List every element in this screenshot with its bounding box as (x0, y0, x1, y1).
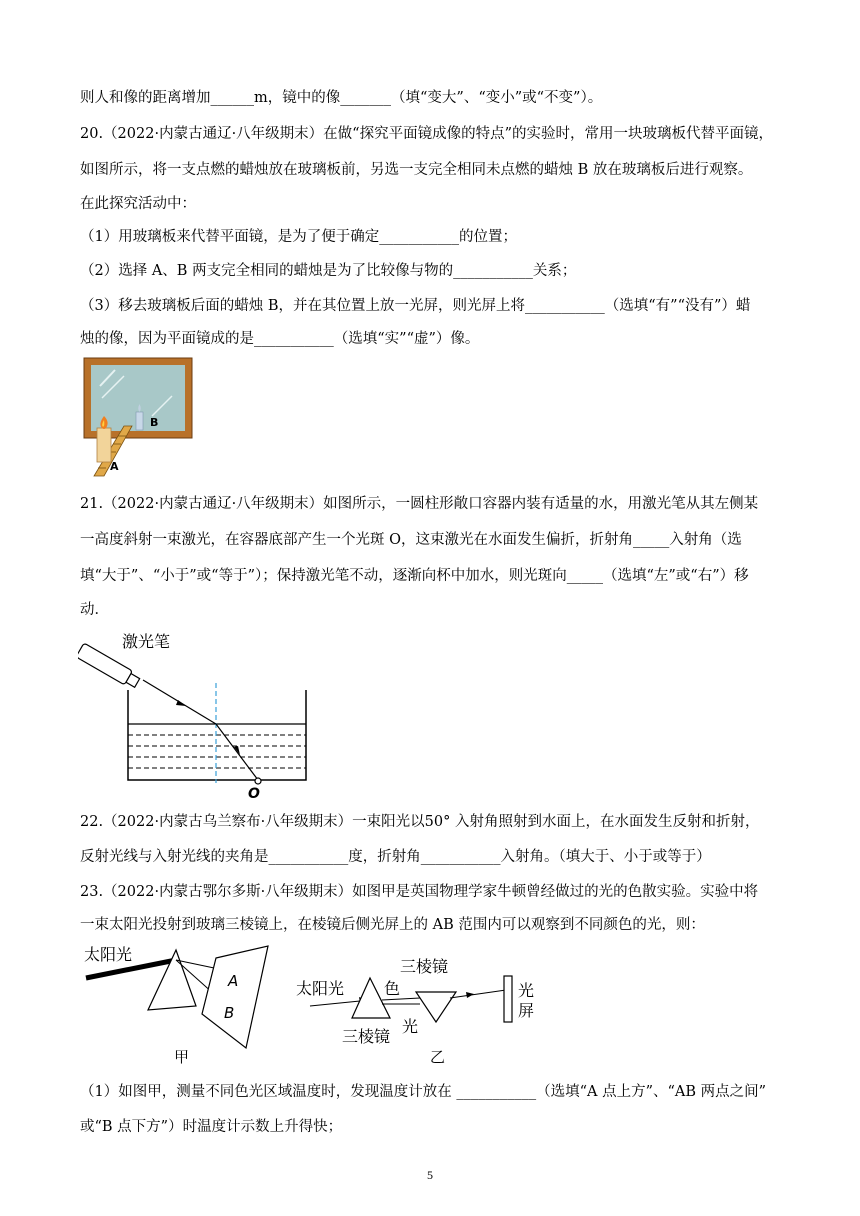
point-a-label: A (228, 972, 239, 990)
sun-label-yi: 太阳光 (296, 979, 345, 998)
q22-line-2: 反射光线与入射光线的夹角是___________度，折射角___________入射角。（填大于、小于或等于） (80, 849, 711, 865)
caption-jia: 甲 (174, 1048, 190, 1066)
candle-a (97, 428, 111, 462)
prism-yi-2 (416, 992, 456, 1022)
q20-line-1: 20.（2022·内蒙古通辽·八年级期末）在做“探究平面镜成像的特点”的实验时，常用一块玻璃板代替平面镜， (80, 126, 774, 142)
q20-line-3: 在此探究活动中： (80, 196, 196, 212)
caption-yi: 乙 (430, 1048, 446, 1066)
screen-jia (202, 946, 268, 1048)
text-line-1: 则人和像的距离增加______m，镜中的像_______（填“变大”、“变小”或“不变”）。 (80, 90, 603, 106)
figure-20-mirror-candles (80, 356, 196, 478)
sun-label-jia: 太阳光 (84, 945, 133, 964)
screen-char-2: 屏 (518, 1001, 535, 1020)
figure-23-yi-prisms (290, 938, 550, 1068)
candle-b (136, 412, 143, 430)
q21-line-4: 动． (80, 602, 109, 618)
q23-sub1-a: （1）如图甲，测量不同色光区域温度时，发现温度计放在 ___________（选填“A 点上方”、“AB 两点之间” (80, 1084, 767, 1100)
q22-line-1: 22.（2022·内蒙古乌兰察布·八年级期末）一束阳光以50° 入射角照射到水面上，在水面发生反射和折射， (80, 814, 760, 830)
prism-jia (148, 950, 196, 1010)
q20-line-2: 如图所示，将一支点燃的蜡烛放在玻璃板前，另选一支完全相同未点燃的蜡烛 B 放在玻璃板后进行观察。 (80, 162, 753, 178)
q20-sub1: （1）用玻璃板来代替平面镜，是为了便于确定___________的位置； (80, 229, 517, 245)
spot-label: O (248, 786, 260, 800)
q20-sub3-a: （3）移去玻璃板后面的蜡烛 B，并在其位置上放一光屏，则光屏上将___________（选填“有”“没有”）蜡 (80, 298, 751, 314)
figure-23-jia-dispersion (78, 938, 278, 1068)
q20-sub3-b: 烛的像，因为平面镜成的是___________（选填“实”“虚”）像。 (80, 331, 480, 347)
color-char-2: 光 (402, 1017, 419, 1036)
figure-21-laser-refraction (78, 625, 318, 800)
light-screen (504, 976, 512, 1022)
q23-line-2: 一束太阳光投射到玻璃三棱镜上，在棱镜后侧光屏上的 AB 范围内可以观察到不同颜色的光，则： (80, 917, 705, 933)
q20-sub2: （2）选择 A、B 两支完全相同的蜡烛是为了比较像与物的___________关系； (80, 263, 577, 279)
q21-line-2: 一高度斜射一束激光，在容器底部产生一个光斑 O，这束激光在水面发生偏折，折射角_____入射角（选 (80, 532, 742, 548)
page-number: 5 (427, 1168, 433, 1182)
screen-char-1: 光 (518, 981, 535, 1000)
label-b: B (150, 416, 159, 429)
q21-line-3: 填“大于”、“小于”或“等于”）；保持激光笔不动，逐渐向杯中加水，则光斑向_____（选填“左”或“右”）移 (80, 568, 749, 584)
prism-label-top: 三棱镜 (400, 957, 449, 976)
laser-pen-label: 激光笔 (122, 632, 171, 651)
q23-sub1-b: 或“B 点下方”）时温度计示数上升得快； (80, 1119, 343, 1135)
q21-line-1: 21.（2022·内蒙古通辽·八年级期末）如图所示，一圆柱形敞口容器内装有适量的水，用激光笔从其左侧某 (80, 496, 759, 512)
point-b-label: B (224, 1004, 235, 1022)
color-char-1: 色 (384, 979, 401, 998)
light-spot (255, 778, 261, 784)
q23-line-1: 23.（2022·内蒙古鄂尔多斯·八年级期末）如图甲是英国物理学家牛顿曾经做过的光的色散实验。实验中将 (80, 884, 759, 900)
prism-label-bottom: 三棱镜 (342, 1027, 391, 1046)
refracted-ray (216, 724, 258, 780)
label-a: A (110, 460, 119, 473)
